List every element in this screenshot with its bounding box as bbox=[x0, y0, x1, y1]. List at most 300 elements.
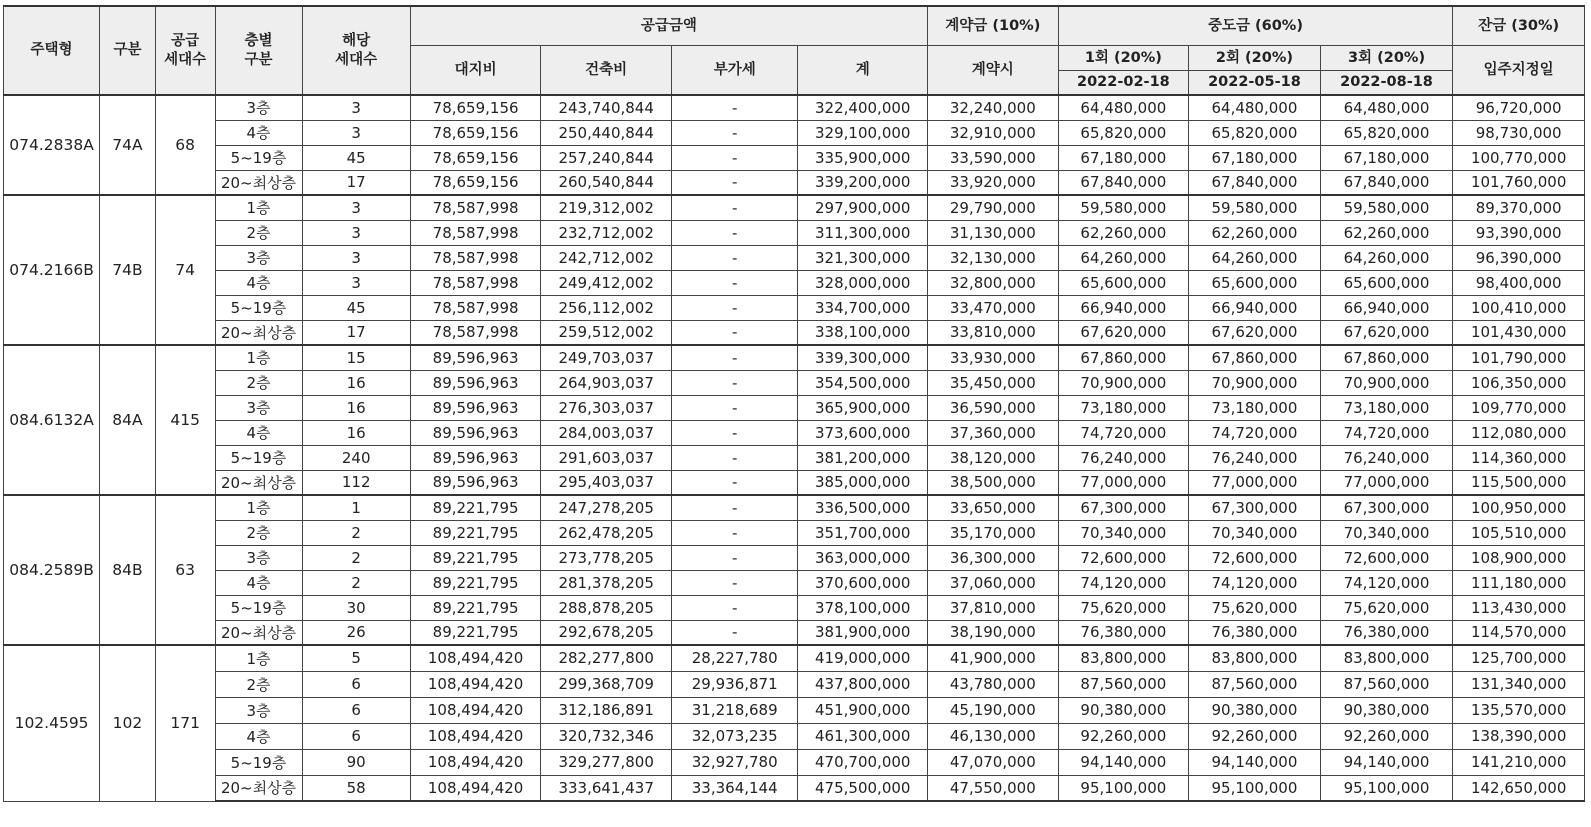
balance-cell: 108,900,000 bbox=[1453, 545, 1585, 570]
total-cell: 297,900,000 bbox=[798, 195, 928, 220]
vat-cell: - bbox=[671, 145, 798, 170]
land-cost-cell: 78,659,156 bbox=[410, 120, 541, 145]
header-floor-category-line2: 구분 bbox=[244, 51, 273, 68]
header-interim-2-date: 2022-05-18 bbox=[1189, 71, 1321, 96]
building-cost-cell: 333,641,437 bbox=[541, 775, 672, 801]
deposit-cell: 33,810,000 bbox=[928, 320, 1059, 345]
interim-3-cell: 64,260,000 bbox=[1320, 245, 1453, 270]
units-cell: 1 bbox=[302, 495, 410, 520]
units-cell: 3 bbox=[302, 120, 410, 145]
interim-1-cell: 72,600,000 bbox=[1058, 545, 1189, 570]
interim-1-cell: 74,120,000 bbox=[1058, 570, 1189, 595]
interim-1-cell: 59,580,000 bbox=[1058, 195, 1189, 220]
table-body bbox=[4, 95, 1585, 801]
table-row bbox=[4, 220, 1585, 245]
land-cost-cell: 108,494,420 bbox=[410, 749, 541, 775]
land-cost-cell: 108,494,420 bbox=[410, 697, 541, 723]
units-cell: 16 bbox=[302, 370, 410, 395]
deposit-cell: 47,550,000 bbox=[928, 775, 1059, 801]
balance-cell: 100,770,000 bbox=[1453, 145, 1585, 170]
header-interim-1-date: 2022-02-18 bbox=[1058, 71, 1189, 96]
deposit-cell: 33,930,000 bbox=[928, 345, 1059, 370]
total-cell: 338,100,000 bbox=[798, 320, 928, 345]
table-row bbox=[4, 320, 1585, 345]
interim-1-cell: 70,340,000 bbox=[1058, 520, 1189, 545]
land-cost-cell: 78,659,156 bbox=[410, 95, 541, 120]
interim-3-cell: 83,800,000 bbox=[1320, 645, 1453, 671]
deposit-cell: 31,130,000 bbox=[928, 220, 1059, 245]
units-cell: 2 bbox=[302, 570, 410, 595]
total-cell: 363,000,000 bbox=[798, 545, 928, 570]
deposit-cell: 32,800,000 bbox=[928, 270, 1059, 295]
interim-2-cell: 77,000,000 bbox=[1189, 470, 1321, 495]
interim-2-cell: 70,340,000 bbox=[1189, 520, 1321, 545]
balance-cell: 111,180,000 bbox=[1453, 570, 1585, 595]
vat-cell: 28,227,780 bbox=[671, 645, 798, 671]
table-header bbox=[4, 6, 1585, 95]
building-cost-cell: 320,732,346 bbox=[541, 723, 672, 749]
total-cell: 385,000,000 bbox=[798, 470, 928, 495]
table-row bbox=[4, 470, 1585, 495]
balance-cell: 109,770,000 bbox=[1453, 395, 1585, 420]
interim-3-cell: 67,300,000 bbox=[1320, 495, 1453, 520]
total-cell: 328,000,000 bbox=[798, 270, 928, 295]
deposit-cell: 37,360,000 bbox=[928, 420, 1059, 445]
units-cell: 5 bbox=[302, 645, 410, 671]
header-interim-1: 1회 (20%) bbox=[1058, 46, 1189, 71]
unit-type-cell: 102.4595 bbox=[4, 645, 100, 801]
balance-cell: 101,790,000 bbox=[1453, 345, 1585, 370]
table-row bbox=[4, 420, 1585, 445]
land-cost-cell: 78,587,998 bbox=[410, 195, 541, 220]
land-cost-cell: 89,596,963 bbox=[410, 395, 541, 420]
total-cell: 419,000,000 bbox=[798, 645, 928, 671]
total-cell: 321,300,000 bbox=[798, 245, 928, 270]
interim-3-cell: 67,860,000 bbox=[1320, 345, 1453, 370]
vat-cell: - bbox=[671, 295, 798, 320]
table-row bbox=[4, 295, 1585, 320]
total-cell: 351,700,000 bbox=[798, 520, 928, 545]
vat-cell: - bbox=[671, 495, 798, 520]
interim-3-cell: 75,620,000 bbox=[1320, 595, 1453, 620]
table-row bbox=[4, 671, 1585, 697]
vat-cell: - bbox=[671, 445, 798, 470]
supply-units-cell: 68 bbox=[155, 95, 215, 195]
interim-3-cell: 74,120,000 bbox=[1320, 570, 1453, 595]
balance-cell: 114,360,000 bbox=[1453, 445, 1585, 470]
vat-cell: - bbox=[671, 170, 798, 195]
interim-2-cell: 64,480,000 bbox=[1189, 95, 1321, 120]
total-cell: 329,100,000 bbox=[798, 120, 928, 145]
vat-cell: - bbox=[671, 320, 798, 345]
table-row bbox=[4, 145, 1585, 170]
floor-cell: 5~19층 bbox=[215, 445, 302, 470]
vat-cell: - bbox=[671, 120, 798, 145]
interim-3-cell: 72,600,000 bbox=[1320, 545, 1453, 570]
floor-cell: 1층 bbox=[215, 495, 302, 520]
header-land-cost: 대지비 bbox=[410, 46, 541, 96]
table-row bbox=[4, 520, 1585, 545]
interim-3-cell: 90,380,000 bbox=[1320, 697, 1453, 723]
table-row bbox=[4, 370, 1585, 395]
interim-2-cell: 94,140,000 bbox=[1189, 749, 1321, 775]
interim-3-cell: 76,380,000 bbox=[1320, 620, 1453, 645]
vat-cell: - bbox=[671, 520, 798, 545]
supply-units-cell: 63 bbox=[155, 495, 215, 645]
table-row bbox=[4, 570, 1585, 595]
balance-cell: 114,570,000 bbox=[1453, 620, 1585, 645]
floor-cell: 2층 bbox=[215, 520, 302, 545]
table-row bbox=[4, 345, 1585, 370]
interim-1-cell: 77,000,000 bbox=[1058, 470, 1189, 495]
vat-cell: 31,218,689 bbox=[671, 697, 798, 723]
interim-1-cell: 87,560,000 bbox=[1058, 671, 1189, 697]
interim-1-cell: 90,380,000 bbox=[1058, 697, 1189, 723]
deposit-cell: 36,300,000 bbox=[928, 545, 1059, 570]
vat-cell: - bbox=[671, 570, 798, 595]
interim-1-cell: 67,840,000 bbox=[1058, 170, 1189, 195]
interim-1-cell: 62,260,000 bbox=[1058, 220, 1189, 245]
unit-type-cell: 084.6132A bbox=[4, 345, 100, 495]
balance-cell: 101,760,000 bbox=[1453, 170, 1585, 195]
deposit-cell: 43,780,000 bbox=[928, 671, 1059, 697]
land-cost-cell: 78,587,998 bbox=[410, 270, 541, 295]
building-cost-cell: 295,403,037 bbox=[541, 470, 672, 495]
supply-units-cell: 74 bbox=[155, 195, 215, 345]
total-cell: 373,600,000 bbox=[798, 420, 928, 445]
vat-cell: - bbox=[671, 420, 798, 445]
interim-3-cell: 92,260,000 bbox=[1320, 723, 1453, 749]
building-cost-cell: 249,412,002 bbox=[541, 270, 672, 295]
interim-3-cell: 94,140,000 bbox=[1320, 749, 1453, 775]
supply-price-table bbox=[3, 5, 1585, 802]
interim-3-cell: 67,180,000 bbox=[1320, 145, 1453, 170]
units-cell: 6 bbox=[302, 723, 410, 749]
land-cost-cell: 78,587,998 bbox=[410, 295, 541, 320]
header-supply-price: 공급금액 bbox=[410, 6, 927, 46]
header-applicable-units-line1: 해당 bbox=[342, 32, 371, 49]
land-cost-cell: 89,596,963 bbox=[410, 420, 541, 445]
building-cost-cell: 232,712,002 bbox=[541, 220, 672, 245]
vat-cell: - bbox=[671, 595, 798, 620]
building-cost-cell: 291,603,037 bbox=[541, 445, 672, 470]
floor-cell: 3층 bbox=[215, 545, 302, 570]
header-supply-units-line2: 세대수 bbox=[164, 51, 207, 68]
interim-2-cell: 64,260,000 bbox=[1189, 245, 1321, 270]
units-cell: 45 bbox=[302, 295, 410, 320]
units-cell: 58 bbox=[302, 775, 410, 801]
units-cell: 3 bbox=[302, 270, 410, 295]
unit-type-cell: 074.2166B bbox=[4, 195, 100, 345]
deposit-cell: 33,650,000 bbox=[928, 495, 1059, 520]
category-cell: 84A bbox=[100, 345, 156, 495]
total-cell: 475,500,000 bbox=[798, 775, 928, 801]
interim-1-cell: 67,180,000 bbox=[1058, 145, 1189, 170]
category-cell: 102 bbox=[100, 645, 156, 801]
interim-1-cell: 65,600,000 bbox=[1058, 270, 1189, 295]
interim-2-cell: 67,620,000 bbox=[1189, 320, 1321, 345]
interim-2-cell: 67,300,000 bbox=[1189, 495, 1321, 520]
interim-2-cell: 72,600,000 bbox=[1189, 545, 1321, 570]
building-cost-cell: 256,112,002 bbox=[541, 295, 672, 320]
interim-1-cell: 64,480,000 bbox=[1058, 95, 1189, 120]
interim-2-cell: 76,240,000 bbox=[1189, 445, 1321, 470]
interim-2-cell: 62,260,000 bbox=[1189, 220, 1321, 245]
land-cost-cell: 89,221,795 bbox=[410, 570, 541, 595]
building-cost-cell: 281,378,205 bbox=[541, 570, 672, 595]
header-interim-3: 3회 (20%) bbox=[1320, 46, 1453, 71]
balance-cell: 96,720,000 bbox=[1453, 95, 1585, 120]
vat-cell: - bbox=[671, 245, 798, 270]
interim-3-cell: 73,180,000 bbox=[1320, 395, 1453, 420]
interim-1-cell: 74,720,000 bbox=[1058, 420, 1189, 445]
interim-2-cell: 74,120,000 bbox=[1189, 570, 1321, 595]
table-row bbox=[4, 445, 1585, 470]
interim-2-cell: 87,560,000 bbox=[1189, 671, 1321, 697]
building-cost-cell: 282,277,800 bbox=[541, 645, 672, 671]
floor-cell: 3층 bbox=[215, 95, 302, 120]
floor-cell: 20~최상층 bbox=[215, 775, 302, 801]
header-deposit-timing: 계약시 bbox=[928, 46, 1059, 96]
vat-cell: - bbox=[671, 220, 798, 245]
floor-cell: 4층 bbox=[215, 420, 302, 445]
building-cost-cell: 264,903,037 bbox=[541, 370, 672, 395]
balance-cell: 138,390,000 bbox=[1453, 723, 1585, 749]
unit-type-cell: 074.2838A bbox=[4, 95, 100, 195]
building-cost-cell: 247,278,205 bbox=[541, 495, 672, 520]
interim-1-cell: 67,860,000 bbox=[1058, 345, 1189, 370]
header-supply-units-line1: 공급 bbox=[171, 32, 200, 49]
vat-cell: - bbox=[671, 195, 798, 220]
land-cost-cell: 108,494,420 bbox=[410, 645, 541, 671]
total-cell: 470,700,000 bbox=[798, 749, 928, 775]
building-cost-cell: 262,478,205 bbox=[541, 520, 672, 545]
interim-2-cell: 59,580,000 bbox=[1189, 195, 1321, 220]
interim-3-cell: 74,720,000 bbox=[1320, 420, 1453, 445]
units-cell: 3 bbox=[302, 95, 410, 120]
header-supply-units bbox=[155, 6, 215, 95]
total-cell: 381,200,000 bbox=[798, 445, 928, 470]
building-cost-cell: 312,186,891 bbox=[541, 697, 672, 723]
interim-1-cell: 66,940,000 bbox=[1058, 295, 1189, 320]
interim-2-cell: 70,900,000 bbox=[1189, 370, 1321, 395]
building-cost-cell: 273,778,205 bbox=[541, 545, 672, 570]
vat-cell: - bbox=[671, 545, 798, 570]
deposit-cell: 41,900,000 bbox=[928, 645, 1059, 671]
deposit-cell: 38,190,000 bbox=[928, 620, 1059, 645]
balance-cell: 100,410,000 bbox=[1453, 295, 1585, 320]
interim-3-cell: 67,840,000 bbox=[1320, 170, 1453, 195]
interim-3-cell: 95,100,000 bbox=[1320, 775, 1453, 801]
interim-3-cell: 67,620,000 bbox=[1320, 320, 1453, 345]
interim-3-cell: 65,820,000 bbox=[1320, 120, 1453, 145]
building-cost-cell: 257,240,844 bbox=[541, 145, 672, 170]
balance-cell: 89,370,000 bbox=[1453, 195, 1585, 220]
floor-cell: 4층 bbox=[215, 723, 302, 749]
units-cell: 45 bbox=[302, 145, 410, 170]
interim-2-cell: 66,940,000 bbox=[1189, 295, 1321, 320]
header-interim: 중도금 (60%) bbox=[1058, 6, 1453, 46]
building-cost-cell: 284,003,037 bbox=[541, 420, 672, 445]
land-cost-cell: 78,659,156 bbox=[410, 145, 541, 170]
units-cell: 16 bbox=[302, 420, 410, 445]
total-cell: 311,300,000 bbox=[798, 220, 928, 245]
deposit-cell: 33,920,000 bbox=[928, 170, 1059, 195]
balance-cell: 98,400,000 bbox=[1453, 270, 1585, 295]
floor-cell: 5~19층 bbox=[215, 595, 302, 620]
unit-type-cell: 084.2589B bbox=[4, 495, 100, 645]
total-cell: 451,900,000 bbox=[798, 697, 928, 723]
floor-cell: 1층 bbox=[215, 195, 302, 220]
balance-cell: 135,570,000 bbox=[1453, 697, 1585, 723]
table-row bbox=[4, 395, 1585, 420]
units-cell: 112 bbox=[302, 470, 410, 495]
table-row bbox=[4, 723, 1585, 749]
balance-cell: 106,350,000 bbox=[1453, 370, 1585, 395]
vat-cell: - bbox=[671, 345, 798, 370]
building-cost-cell: 299,368,709 bbox=[541, 671, 672, 697]
balance-cell: 142,650,000 bbox=[1453, 775, 1585, 801]
table-row bbox=[4, 697, 1585, 723]
total-cell: 381,900,000 bbox=[798, 620, 928, 645]
table-row bbox=[4, 595, 1585, 620]
balance-cell: 125,700,000 bbox=[1453, 645, 1585, 671]
balance-cell: 113,430,000 bbox=[1453, 595, 1585, 620]
vat-cell: - bbox=[671, 95, 798, 120]
table-row bbox=[4, 245, 1585, 270]
deposit-cell: 32,130,000 bbox=[928, 245, 1059, 270]
table-row bbox=[4, 495, 1585, 520]
interim-3-cell: 64,480,000 bbox=[1320, 95, 1453, 120]
total-cell: 339,300,000 bbox=[798, 345, 928, 370]
interim-3-cell: 65,600,000 bbox=[1320, 270, 1453, 295]
interim-2-cell: 92,260,000 bbox=[1189, 723, 1321, 749]
balance-cell: 112,080,000 bbox=[1453, 420, 1585, 445]
deposit-cell: 37,810,000 bbox=[928, 595, 1059, 620]
floor-cell: 1층 bbox=[215, 645, 302, 671]
building-cost-cell: 243,740,844 bbox=[541, 95, 672, 120]
units-cell: 240 bbox=[302, 445, 410, 470]
table-row bbox=[4, 95, 1585, 120]
header-balance: 잔금 (30%) bbox=[1453, 6, 1585, 46]
vat-cell: - bbox=[671, 470, 798, 495]
total-cell: 334,700,000 bbox=[798, 295, 928, 320]
interim-3-cell: 62,260,000 bbox=[1320, 220, 1453, 245]
interim-2-cell: 67,180,000 bbox=[1189, 145, 1321, 170]
interim-3-cell: 70,340,000 bbox=[1320, 520, 1453, 545]
units-cell: 17 bbox=[302, 320, 410, 345]
floor-cell: 4층 bbox=[215, 270, 302, 295]
interim-3-cell: 70,900,000 bbox=[1320, 370, 1453, 395]
land-cost-cell: 78,587,998 bbox=[410, 320, 541, 345]
table-row bbox=[4, 170, 1585, 195]
land-cost-cell: 89,221,795 bbox=[410, 620, 541, 645]
units-cell: 30 bbox=[302, 595, 410, 620]
floor-cell: 3층 bbox=[215, 245, 302, 270]
units-cell: 3 bbox=[302, 195, 410, 220]
interim-2-cell: 67,840,000 bbox=[1189, 170, 1321, 195]
category-cell: 74B bbox=[100, 195, 156, 345]
vat-cell: - bbox=[671, 370, 798, 395]
balance-cell: 101,430,000 bbox=[1453, 320, 1585, 345]
total-cell: 437,800,000 bbox=[798, 671, 928, 697]
building-cost-cell: 288,878,205 bbox=[541, 595, 672, 620]
building-cost-cell: 259,512,002 bbox=[541, 320, 672, 345]
floor-cell: 20~최상층 bbox=[215, 320, 302, 345]
land-cost-cell: 78,659,156 bbox=[410, 170, 541, 195]
building-cost-cell: 219,312,002 bbox=[541, 195, 672, 220]
interim-1-cell: 76,240,000 bbox=[1058, 445, 1189, 470]
interim-2-cell: 74,720,000 bbox=[1189, 420, 1321, 445]
price-table-container bbox=[3, 5, 1585, 802]
header-applicable-units-line2: 세대수 bbox=[335, 51, 378, 68]
interim-2-cell: 67,860,000 bbox=[1189, 345, 1321, 370]
interim-3-cell: 76,240,000 bbox=[1320, 445, 1453, 470]
building-cost-cell: 249,703,037 bbox=[541, 345, 672, 370]
deposit-cell: 33,590,000 bbox=[928, 145, 1059, 170]
land-cost-cell: 78,587,998 bbox=[410, 220, 541, 245]
balance-cell: 115,500,000 bbox=[1453, 470, 1585, 495]
floor-cell: 20~최상층 bbox=[215, 170, 302, 195]
interim-1-cell: 75,620,000 bbox=[1058, 595, 1189, 620]
interim-3-cell: 87,560,000 bbox=[1320, 671, 1453, 697]
units-cell: 2 bbox=[302, 520, 410, 545]
deposit-cell: 29,790,000 bbox=[928, 195, 1059, 220]
land-cost-cell: 89,596,963 bbox=[410, 445, 541, 470]
supply-units-cell: 415 bbox=[155, 345, 215, 495]
floor-cell: 5~19층 bbox=[215, 295, 302, 320]
balance-cell: 98,730,000 bbox=[1453, 120, 1585, 145]
total-cell: 336,500,000 bbox=[798, 495, 928, 520]
interim-2-cell: 76,380,000 bbox=[1189, 620, 1321, 645]
balance-cell: 131,340,000 bbox=[1453, 671, 1585, 697]
vat-cell: - bbox=[671, 270, 798, 295]
header-category: 구분 bbox=[100, 6, 156, 95]
floor-cell: 20~최상층 bbox=[215, 470, 302, 495]
floor-cell: 5~19층 bbox=[215, 145, 302, 170]
vat-cell: 32,927,780 bbox=[671, 749, 798, 775]
land-cost-cell: 89,221,795 bbox=[410, 520, 541, 545]
floor-cell: 3층 bbox=[215, 697, 302, 723]
balance-cell: 100,950,000 bbox=[1453, 495, 1585, 520]
interim-3-cell: 66,940,000 bbox=[1320, 295, 1453, 320]
floor-cell: 4층 bbox=[215, 120, 302, 145]
total-cell: 335,900,000 bbox=[798, 145, 928, 170]
vat-cell: 29,936,871 bbox=[671, 671, 798, 697]
header-floor-category-line1: 층별 bbox=[244, 32, 273, 49]
interim-1-cell: 83,800,000 bbox=[1058, 645, 1189, 671]
land-cost-cell: 89,596,963 bbox=[410, 470, 541, 495]
total-cell: 378,100,000 bbox=[798, 595, 928, 620]
interim-2-cell: 65,820,000 bbox=[1189, 120, 1321, 145]
interim-1-cell: 94,140,000 bbox=[1058, 749, 1189, 775]
floor-cell: 5~19층 bbox=[215, 749, 302, 775]
balance-cell: 105,510,000 bbox=[1453, 520, 1585, 545]
vat-cell: 32,073,235 bbox=[671, 723, 798, 749]
header-interim-3-date: 2022-08-18 bbox=[1320, 71, 1453, 96]
total-cell: 461,300,000 bbox=[798, 723, 928, 749]
header-interim-2: 2회 (20%) bbox=[1189, 46, 1321, 71]
balance-cell: 96,390,000 bbox=[1453, 245, 1585, 270]
units-cell: 6 bbox=[302, 697, 410, 723]
table-row bbox=[4, 270, 1585, 295]
interim-1-cell: 76,380,000 bbox=[1058, 620, 1189, 645]
building-cost-cell: 260,540,844 bbox=[541, 170, 672, 195]
interim-1-cell: 92,260,000 bbox=[1058, 723, 1189, 749]
deposit-cell: 45,190,000 bbox=[928, 697, 1059, 723]
units-cell: 3 bbox=[302, 220, 410, 245]
deposit-cell: 37,060,000 bbox=[928, 570, 1059, 595]
